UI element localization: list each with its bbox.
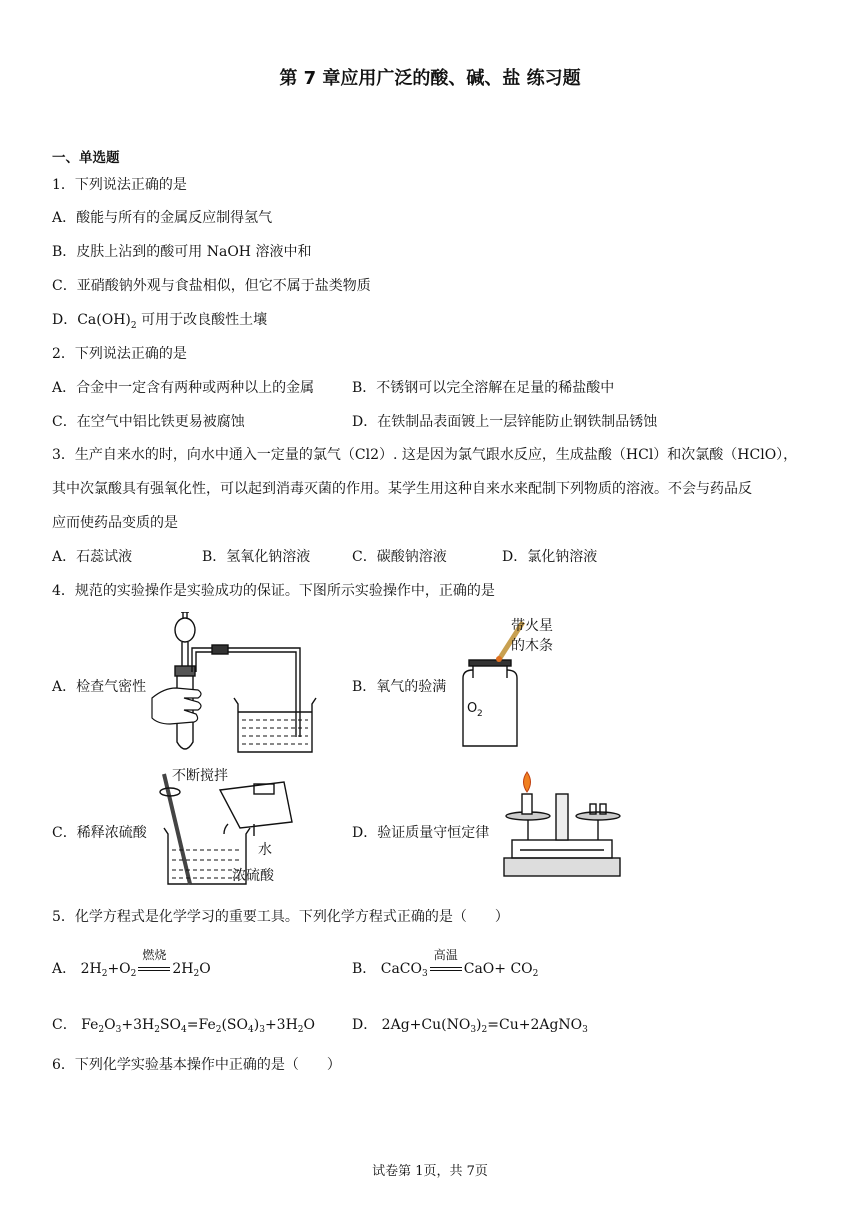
page-footer: 试卷第 1页，共 7页 bbox=[372, 1164, 488, 1179]
q1-option-d: D．$Ca(OH)_2$ 可用于改良酸性土壤 bbox=[52, 312, 268, 331]
q4-stem: 4．规范的实验操作是实验成功的保证。下图所示实验操作中，正确的是 bbox=[52, 583, 495, 599]
q2-stem: 2．下列说法正确的是 bbox=[52, 346, 187, 362]
q1-option-b: B．皮肤上沾到的酸可用 NaOH 溶液中和 bbox=[52, 244, 312, 260]
burning-splint-label-2: 的木条 bbox=[511, 638, 553, 654]
water-label: 水 bbox=[258, 842, 272, 858]
q5-option-a: A． $2H_2+O_2$ 燃烧 $2H_2O$ bbox=[52, 948, 211, 979]
q3-option-b: B．氢氧化钠溶液 bbox=[202, 549, 311, 565]
q3-stem-line3: 应而使药品变质的是 bbox=[52, 515, 178, 531]
oxygen-full-test-figure bbox=[455, 612, 575, 754]
q2-option-b: B．不锈钢可以完全溶解在足量的稀盐酸中 bbox=[352, 380, 615, 396]
burning-splint-label-1: 带火星 bbox=[511, 618, 553, 634]
concentrated-acid-label: 浓硫酸 bbox=[232, 868, 274, 884]
q4-option-c: C．稀释浓硫酸 bbox=[52, 825, 147, 841]
balance-figure bbox=[500, 770, 625, 886]
q2-option-d: D．在铁制品表面镀上一层锌能防止钢铁制品锈蚀 bbox=[352, 414, 658, 430]
q2-option-c: C．在空气中铝比铁更易被腐蚀 bbox=[52, 414, 245, 430]
q3-stem-line1: 3．生产自来水的时，向水中通入一定量的氯气（Cl2）. 这是因为氯气跟水反应，生成盐酸（HCl）和次氯酸（HClO）， bbox=[52, 447, 798, 463]
q4-option-a: A．检查气密性 bbox=[52, 679, 147, 695]
q1-option-c: C．亚硝酸钠外观与食盐相似，但它不属于盐类物质 bbox=[52, 278, 371, 294]
q3-stem-line2: 其中次氯酸具有强氧化性，可以起到消毒灭菌的作用。某学生用这种自来水来配制下列物质的溶液。不会与药品反 bbox=[52, 481, 752, 497]
q6-stem: 6．下列化学实验基本操作中正确的是（ ） bbox=[52, 1057, 341, 1073]
q3-option-d: D．氯化钠溶液 bbox=[502, 549, 598, 565]
q1-option-a: A．酸能与所有的金属反应制得氢气 bbox=[52, 210, 273, 226]
oxygen-label-subscript: 2 bbox=[477, 709, 483, 719]
page-title: 第 7 章应用广泛的酸、碱、盐 练习题 bbox=[279, 68, 581, 89]
q3-option-a: A．石蕊试液 bbox=[52, 549, 133, 565]
airtightness-check-figure bbox=[150, 612, 322, 754]
q5-stem: 5．化学方程式是化学学习的重要工具。下列化学方程式正确的是（ ） bbox=[52, 909, 509, 925]
section-heading: 一、单选题 bbox=[52, 150, 120, 166]
q5-option-b: B． CaCO$_3$ 高温 $CaO+ CO_2$ bbox=[352, 948, 539, 979]
dilute-acid-figure bbox=[150, 764, 300, 888]
q2-option-a: A．合金中一定含有两种或两种以上的金属 bbox=[52, 380, 315, 396]
q4-option-d: D．验证质量守恒定律 bbox=[352, 825, 490, 841]
q1-stem: 1．下列说法正确的是 bbox=[52, 177, 187, 193]
q5-option-c: C． $Fe_2O_3+3H_2SO_4=Fe_2(SO_4)_3+3H_2O$ bbox=[52, 1017, 316, 1035]
q4-option-b: B．氧气的验满 bbox=[352, 679, 447, 695]
stir-label: 不断搅拌 bbox=[172, 768, 228, 784]
q3-option-c: C．碳酸钠溶液 bbox=[352, 549, 447, 565]
oxygen-label: O bbox=[467, 701, 478, 716]
q5-option-d: D． $2Ag+Cu(NO_3)_2=Cu+2AgNO_3$ bbox=[352, 1017, 588, 1035]
